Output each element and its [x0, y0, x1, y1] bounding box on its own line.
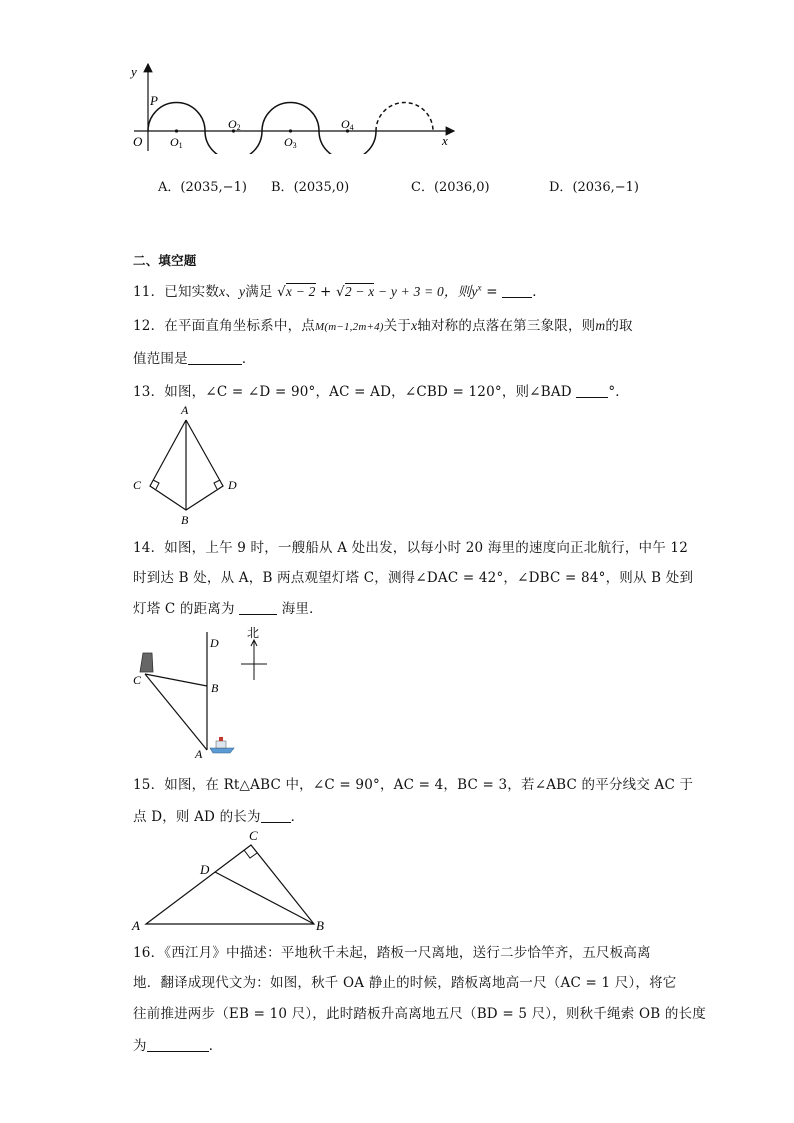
question-14-line3: 灯塔 C 的距离为 海里． — [133, 601, 323, 617]
label-B: B — [316, 918, 324, 933]
label-O: O — [133, 134, 143, 149]
sqrt-2: √2 − x — [336, 284, 375, 300]
question-14-line2: 时到达 B 处，从 A，B 两点观望灯塔 C，测得∠DAC = 42°，∠DBC = 84°，则从 B 处到 — [133, 570, 694, 586]
triangle-ABC — [146, 845, 314, 924]
label-D: D — [228, 478, 237, 492]
segment-CA — [145, 674, 207, 750]
label-C: C — [133, 478, 142, 492]
ship-icon — [210, 737, 234, 753]
answer-blank-14[interactable] — [239, 602, 277, 615]
question-12-line1: 12．在平面直角坐标系中，点M(m−1,2m+4)关于x轴对称的点落在第三象限，则m的取 — [133, 318, 633, 334]
right-angle-C — [244, 850, 257, 858]
question-16-line1: 16．《西江月》中描述：平地秋千未起，踏板一尺离地，送行二步恰竿齐，五尺板高离 — [133, 945, 651, 961]
figure-13 — [128, 400, 248, 530]
question-16-line2: 地．翻译成现代文为：如图，秋千 OA 静止的时候，踏板离地高一尺（AC = 1 尺），将它 — [133, 975, 677, 991]
right-angle-D — [214, 480, 220, 489]
label-O2: O2 — [228, 117, 241, 132]
answer-blank-12[interactable] — [188, 352, 242, 365]
label-A: A — [132, 918, 140, 933]
label-y: y — [131, 64, 137, 79]
figure-15 — [128, 826, 338, 936]
question-16-line4: 为 ． — [133, 1038, 223, 1054]
point-O1 — [175, 129, 178, 132]
label-x: x — [442, 133, 448, 148]
option-b[interactable]: B．(2035,0) — [271, 180, 350, 195]
label-C: C — [133, 673, 142, 687]
label-O4: O4 — [341, 117, 354, 132]
question-14-line1: 14．如图，上午 9 时，一艘船从 A 处出发，以每小时 20 海里的速度向正北航行，中午 12 — [133, 540, 689, 556]
bisector-BD — [215, 872, 314, 924]
option-c[interactable]: C．(2036,0) — [411, 180, 490, 195]
label-north: 北 — [247, 626, 260, 640]
label-A: A — [181, 403, 189, 417]
question-15-line2: 点 D，则 AD 的长为 ． — [133, 809, 305, 825]
answer-blank-15[interactable] — [261, 810, 291, 823]
wave-curve-dashed — [376, 103, 433, 132]
label-D: D — [200, 862, 210, 877]
option-a[interactable]: A．(2035,−1) — [158, 180, 247, 195]
question-16-line3: 往前推进两步（EB = 10 尺），此时踏板升高离地五尺（BD = 5 尺），则秋千绳索 OB 的长度 — [133, 1006, 706, 1022]
label-O1: O1 — [170, 135, 183, 150]
question-12-line2: 值范围是 ． — [133, 351, 256, 367]
question-13: 13．如图，∠C = ∠D = 90°，AC = AD，∠CBD = 120°，则∠BAD °． — [133, 384, 629, 400]
label-B: B — [211, 681, 219, 695]
wave-figure — [128, 58, 468, 154]
lighthouse-icon — [140, 653, 153, 672]
right-angle-C — [153, 480, 159, 489]
answer-blank-11[interactable] — [502, 285, 532, 298]
segment-CB — [145, 674, 207, 686]
section-title: 二、填空题 — [133, 253, 197, 268]
figure-14 — [128, 622, 288, 762]
label-A: A — [195, 747, 203, 761]
point-O3 — [289, 129, 292, 132]
option-d[interactable]: D．(2036,−1) — [549, 180, 639, 195]
answer-blank-16[interactable] — [147, 1039, 209, 1052]
label-C: C — [249, 828, 258, 843]
label-O3: O3 — [284, 135, 297, 150]
sqrt-1: √x − 2 — [277, 284, 316, 300]
question-15-line1: 15．如图，在 Rt△ABC 中，∠C = 90°，AC = 4，BC = 3，若∠ABC 的平分线交 AC 于 — [133, 777, 694, 793]
label-P: P — [150, 93, 158, 108]
label-D: D — [210, 636, 219, 650]
label-B: B — [181, 513, 189, 527]
answer-blank-13[interactable] — [576, 385, 608, 398]
question-11: 11．已知实数x、y满足 √x − 2 + √2 − x − y + 3 = 0，则$y^x$ = ． — [133, 282, 546, 300]
